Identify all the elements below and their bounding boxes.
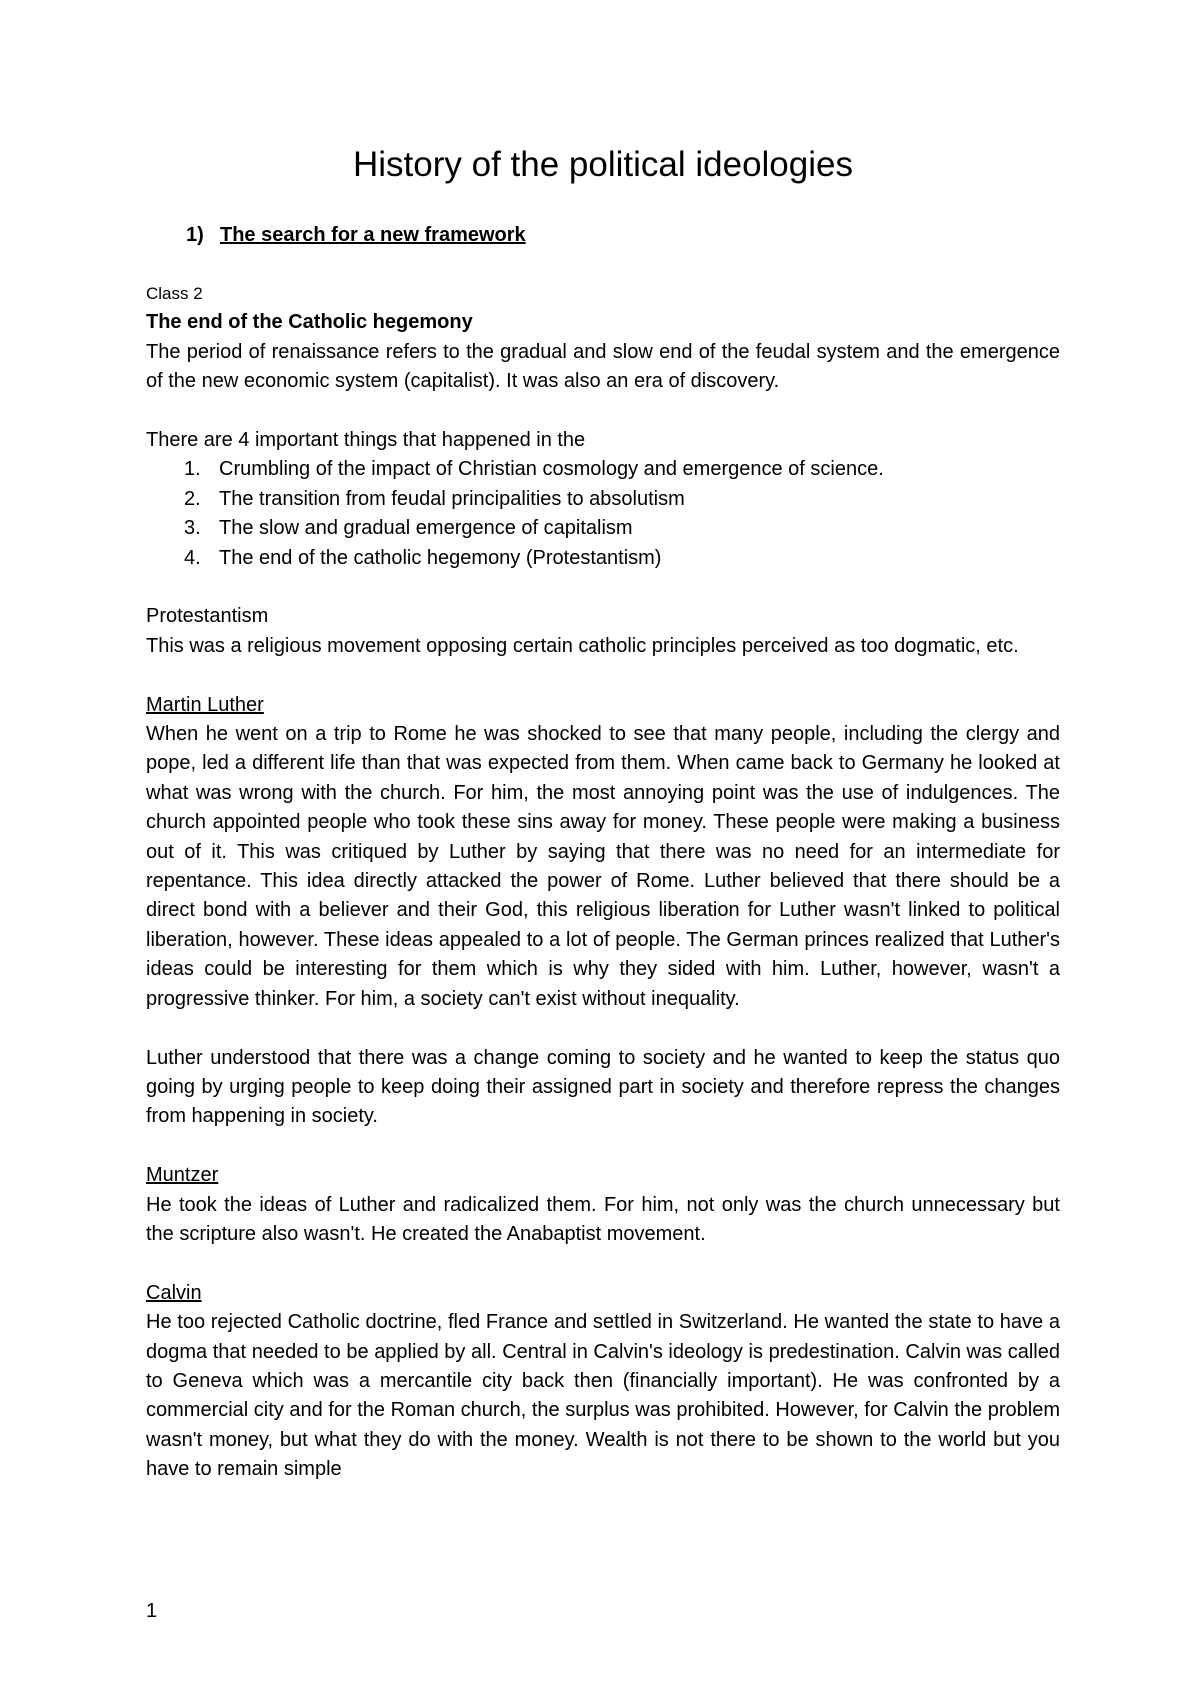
list-item-text: The end of the catholic hegemony (Protestantism) (219, 546, 662, 569)
list-item-text: Crumbling of the impact of Christian cosmology and emergence of science. (219, 458, 884, 481)
luther-paragraph-1: When he went on a trip to Rome he was shocked to see that many people, including the clergy and pope, led a different life than that was expected from them. When came back to Germany he looked at what was wrong with the church. For him, the most annoying point was the use of indulgences. The church appointed people who took these sins away for money. These people were making a business out of it. This was critiqued by Luther by saying that there was no need for an intermediate for repentance. This idea directly attacked the power of Rome. Luther believed that there should be a direct bond with a believer and their God, this religious liberation for Luther wasn't linked to political liberation, however. These ideas appealed to a lot of people. The German princes realized that Luther's ideas could be interesting for them which is why they sided with him. Luther, however, wasn't a progressive thinker. For him, a society can't exist without inequality. (146, 723, 1060, 1010)
list-item-text: The slow and gradual emergence of capitalism (219, 517, 633, 540)
calvin-paragraph: He too rejected Catholic doctrine, fled France and settled in Switzerland. He wanted the state to have a dogma that needed to be applied by all. Central in Calvin's ideology is predestination. Calvin was called to Geneva which was a mercantile city back then (financially important). He was confronted by a commercial city and for the Roman church, the surplus was prohibited. However, for Calvin the problem wasn't money, but what they do with the money. Wealth is not there to be shown to the world but you have to remain simple (146, 1311, 1060, 1481)
subheading: The end of the Catholic hegemony (146, 311, 473, 334)
luther-paragraph-2: Luther understood that there was a change coming to society and he wanted to keep the status quo going by urging people to keep doing their assigned part in society and therefore repress the changes from happening in society. (146, 1046, 1060, 1128)
protestantism-paragraph: This was a religious movement opposing certain catholic principles perceived as too dogmatic, etc. (146, 634, 1019, 657)
document-title: History of the political ideologies (353, 145, 853, 184)
list-marker: 3. (184, 517, 201, 540)
muntzer-paragraph: He took the ideas of Luther and radicalized them. For him, not only was the church unnecessary but the scripture also wasn't. He created the Anabaptist movement. (146, 1193, 1060, 1245)
luther-heading: Martin Luther (146, 693, 264, 716)
calvin-heading: Calvin (146, 1281, 202, 1304)
section-heading (186, 222, 526, 248)
protestantism-heading: Protestantism (146, 605, 269, 628)
section-number: 1) (186, 224, 204, 246)
list-marker: 4. (184, 546, 201, 569)
list-marker: 2. (184, 487, 201, 510)
list-item (146, 455, 1060, 484)
list-intro: There are 4 important things that happened in the (146, 429, 586, 452)
intro-paragraph: The period of renaissance refers to the gradual and slow end of the feudal system and the emergence of the new economic system (capitalist). It was also an era of discovery. (146, 340, 1060, 393)
list-item-text: The transition from feudal principalities to absolutism (219, 487, 685, 510)
class-label: Class 2 (146, 284, 203, 303)
section-title: The search for a new framework (220, 224, 526, 246)
list-marker: 1. (184, 458, 201, 481)
document-page (146, 0, 1060, 1694)
document-body (146, 279, 1060, 1485)
list-item (146, 514, 1060, 543)
list-item (146, 485, 1060, 514)
list-item (146, 544, 1060, 573)
page-number: 1 (146, 1600, 158, 1622)
numbered-list (146, 455, 1060, 573)
muntzer-heading: Muntzer (146, 1164, 219, 1187)
